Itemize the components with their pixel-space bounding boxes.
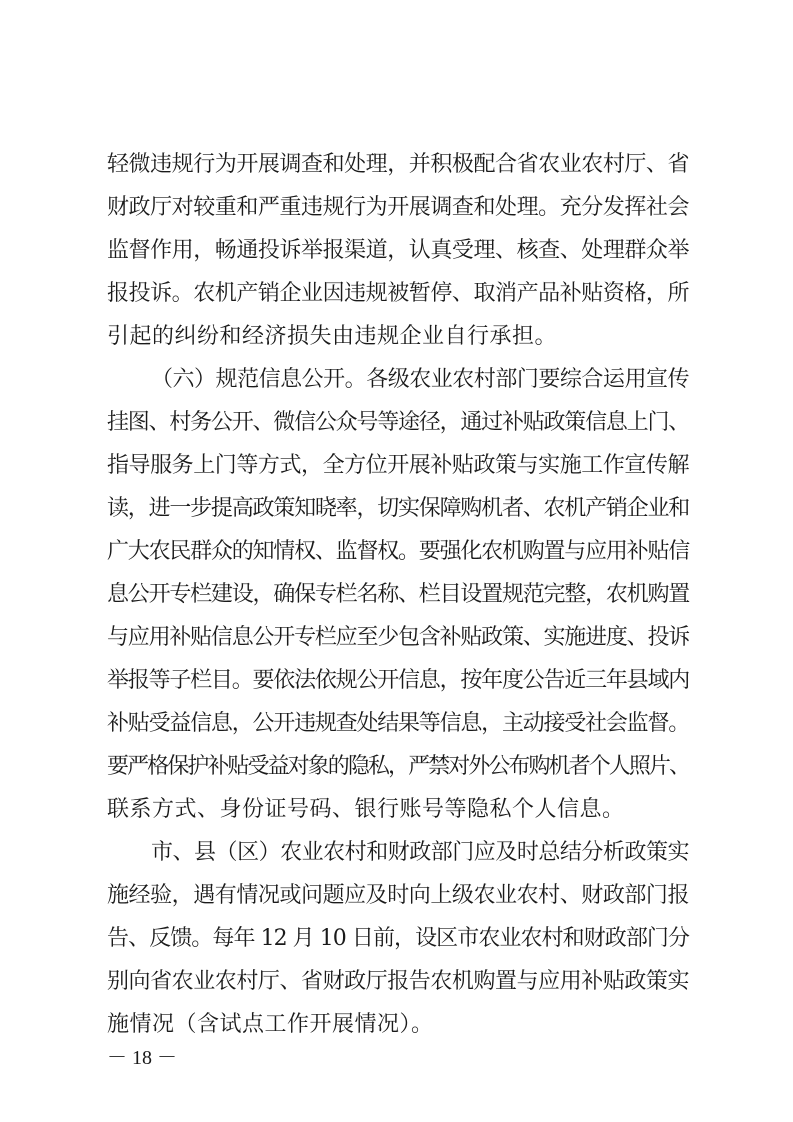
text-line: 联系方式、身份证号码、银行账号等隐私个人信息。 bbox=[107, 797, 625, 822]
text-line: 别向省农业农村厅、省财政厅报告农机购置与应用补贴政策实 bbox=[107, 969, 689, 994]
text-line: 轻微违规行为开展调查和处理，并积极配合省农业农村厅、省 bbox=[107, 152, 689, 177]
text-line: 施情况（含试点工作开展情况）。 bbox=[107, 1012, 434, 1037]
text-line: 与应用补贴信息公开专栏应至少包含补贴政策、实施进度、投诉 bbox=[107, 625, 689, 650]
text-line: 监督作用，畅通投诉举报渠道，认真受理、核查、处理群众举 bbox=[107, 238, 689, 263]
text-line: 举报等子栏目。要依法依规公开信息，按年度公告近三年县域内 bbox=[107, 668, 689, 693]
text-line: 市、县（区）农业农村和财政部门应及时总结分析政策实 bbox=[151, 840, 689, 865]
text-line: 补贴受益信息，公开违规查处结果等信息，主动接受社会监督。 bbox=[107, 711, 689, 736]
text-line: 息公开专栏建设，确保专栏名称、栏目设置规范完整，农机购置 bbox=[107, 582, 689, 607]
text-line: 挂图、村务公开、微信公众号等途径，通过补贴政策信息上门、 bbox=[107, 410, 689, 435]
text-line: 引起的纠纷和经济损失由违规企业自行承担。 bbox=[107, 324, 558, 349]
text-line: 读，进一步提高政策知晓率，切实保障购机者、农机产销企业和 bbox=[107, 496, 689, 521]
text-line: 要严格保护补贴受益对象的隐私，严禁对外公布购机者个人照片、 bbox=[107, 754, 689, 779]
text-line: 施经验，遇有情况或问题应及时向上级农业农村、财政部门报 bbox=[107, 883, 689, 908]
page-number: － 18 － bbox=[107, 1047, 177, 1069]
text-line: 财政厅对较重和严重违规行为开展调查和处理。充分发挥社会 bbox=[107, 195, 689, 220]
text-line: （六）规范信息公开。各级农业农村部门要综合运用宣传 bbox=[151, 367, 689, 392]
text-line: 告、反馈。每年 12 月 10 日前，设区市农业农村和财政部门分 bbox=[107, 926, 689, 951]
text-line: 报投诉。农机产销企业因违规被暂停、取消产品补贴资格，所 bbox=[107, 281, 689, 306]
text-line: 指导服务上门等方式，全方位开展补贴政策与实施工作宣传解 bbox=[107, 453, 689, 478]
text-line: 广大农民群众的知情权、监督权。要强化农机购置与应用补贴信 bbox=[107, 539, 689, 564]
